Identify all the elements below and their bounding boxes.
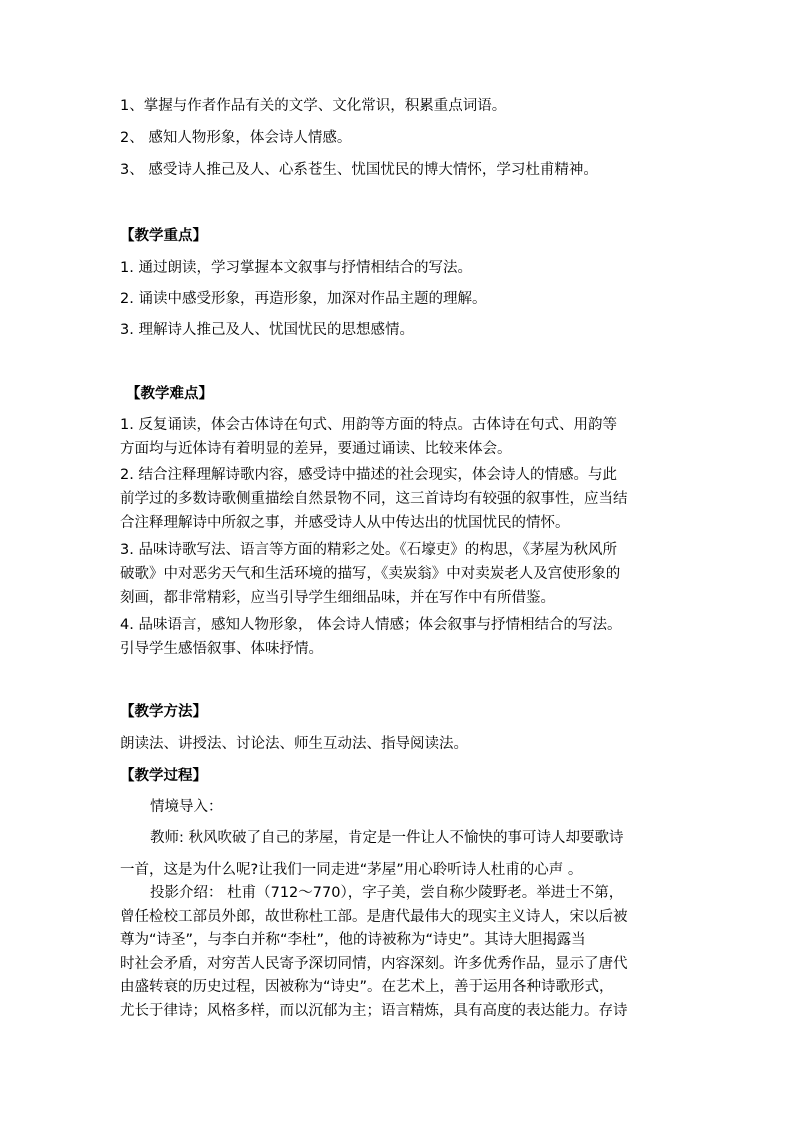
objective-1: 1、掌握与作者作品有关的文学、文化常识，积累重点词语。: [120, 98, 507, 114]
difficulty-3-line: 刻画，都非常精彩，应当引导学生细细品味，并在写作中有所借鉴。: [120, 590, 555, 606]
process-heading: 【教学过程】: [120, 768, 207, 784]
difficulty-2-line: 合注释理解诗中所叙之事，并感受诗人从中传达出的忧国忧民的情怀。: [120, 515, 570, 531]
difficulty-1: [120, 413, 695, 461]
projection-line: 尤长于律诗；风格多样，而以沉郁为主；语言精炼，具有高度的表达能力。存诗: [120, 1002, 628, 1019]
teacher-line: 一首，这是为什么呢?让我们一同走进“茅屋”用心聆听诗人杜甫的心声 。: [120, 862, 583, 878]
difficulty-1-line: 方面均与近体诗有着明显的差异，要通过诵读、比较来体会。: [120, 441, 512, 457]
projection-line: 投影介绍： 杜甫（712～770），字子美，尝自称少陵野老。举进士不第，: [150, 885, 624, 901]
projection-line: 由盛转衰的历史过程，因被称为“诗史”。在艺术上，善于运用各种诗歌形式，: [120, 979, 614, 995]
teacher-paragraph: [120, 826, 695, 882]
difficulty-1-line: 1. 反复诵读，体会古体诗在句式、用韵等方面的特点。古体诗在句式、用韵等: [120, 417, 617, 433]
intro-label: 情境导入：: [150, 799, 223, 815]
difficulty-3: [120, 538, 695, 610]
difficulty-2: [120, 463, 695, 535]
difficulty-2-line: 前学过的多数诗歌侧重描绘自然景物不同，这三首诗均有较强的叙事性，应当结: [120, 491, 628, 507]
difficulty-2-line: 2. 结合注释理解诗歌内容，感受诗中描述的社会现实，体会诗人的情感。与此: [120, 467, 617, 483]
objective-2: 2、 感知人物形象，体会诗人情感。: [120, 130, 352, 146]
methods-heading: 【教学方法】: [120, 704, 207, 720]
difficulty-4: [120, 613, 695, 661]
key-point-3: 3. 理解诗人推己及人、忧国忧民的思想感情。: [120, 322, 414, 338]
difficulty-4-line: 引导学生感悟叙事、体味抒情。: [120, 641, 323, 657]
methods-text: 朗读法、讲授法、讨论法、师生互动法、指导阅读法。: [120, 736, 468, 752]
key-point-2: 2. 诵读中感受形象，再造形象，加深对作品主题的理解。: [120, 291, 487, 307]
difficulty-3-line: 破歌》中对恶劣天气和生活环境的描写，《卖炭翁》中对卖炭老人及宫使形象的: [120, 566, 621, 582]
teacher-line: 教师: 秋风吹破了自己的茅屋，肯定是一件让人不愉快的事可诗人却要歌诗: [150, 830, 624, 846]
difficulties-heading: 【教学难点】: [126, 386, 213, 402]
key-points-heading: 【教学重点】: [120, 228, 207, 244]
key-point-1: 1. 通过朗读，学习掌握本文叙事与抒情相结合的写法。: [120, 260, 472, 276]
difficulty-4-line: 4. 品味语言，感知人物形象， 体会诗人情感；体会叙事与抒情相结合的写法。: [120, 617, 622, 633]
projection-paragraph: [120, 882, 695, 1023]
difficulty-3-line: 3. 品味诗歌写法、语言等方面的精彩之处。《石壕吏》的构思，《茅屋为秋风所: [120, 542, 617, 558]
objective-3: 3、 感受诗人推己及人、心系苍生、忧国忧民的博大情怀，学习杜甫精神。: [120, 162, 598, 178]
projection-line: 尊为“诗圣”，与李白并称“李杜”，他的诗被称为“诗史”。其诗大胆揭露当: [120, 932, 586, 948]
projection-line: 曾任检校工部员外郎，故世称杜工部。是唐代最伟大的现实主义诗人，宋以后被: [120, 908, 628, 925]
projection-line: 时社会矛盾，对穷苦人民寄予深切同情，内容深刻。许多优秀作品，显示了唐代: [120, 955, 628, 972]
